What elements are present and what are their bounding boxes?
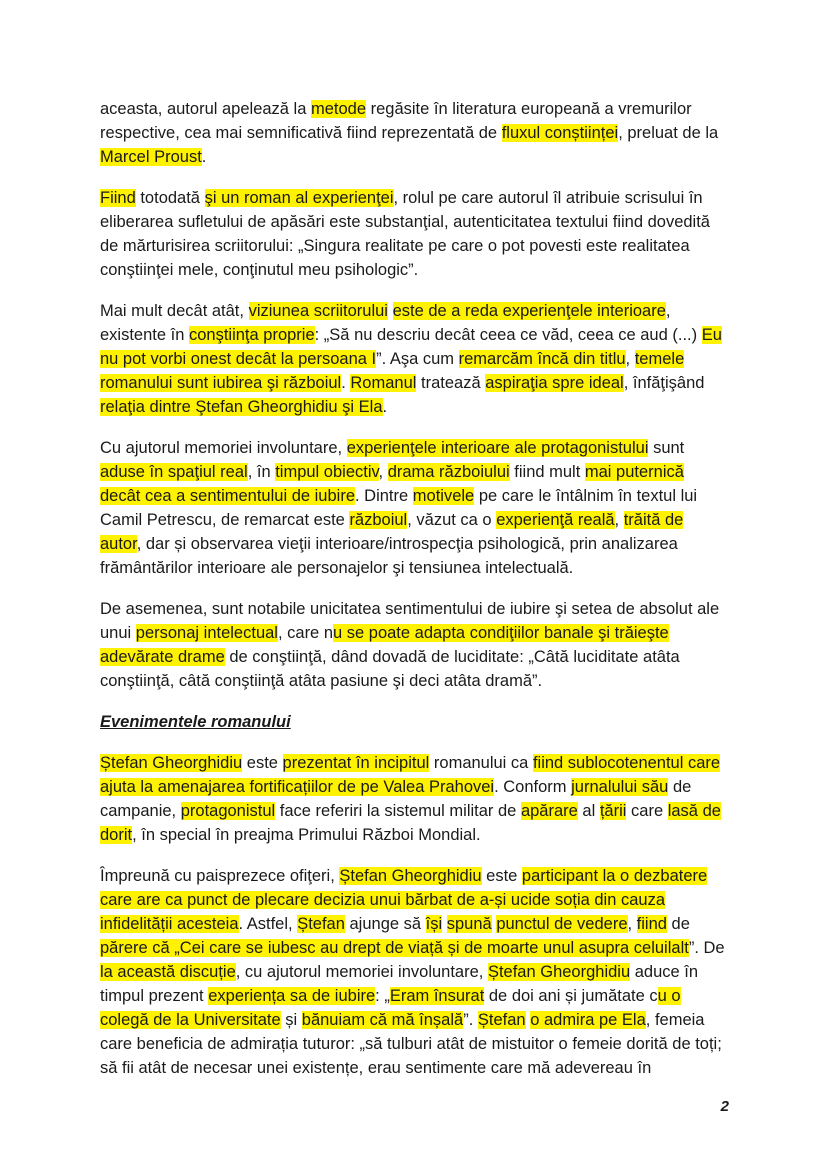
highlighted-text: apărare xyxy=(520,802,578,820)
highlighted-text: timpul obiectiv xyxy=(275,463,379,481)
highlighted-text: u se poate adapta condiţiilor banale şi trăieşte adevărate drame xyxy=(100,624,669,666)
highlighted-text: conştiinţa proprie xyxy=(188,326,315,344)
highlighted-text: Ștefan xyxy=(297,915,345,933)
highlighted-text: u o colegă de la Universitate xyxy=(100,987,681,1029)
highlighted-text: țării xyxy=(599,802,627,820)
highlighted-text: Ștefan xyxy=(477,1011,526,1029)
highlighted-text: Ștefan Gheorghidiu xyxy=(487,963,631,981)
highlighted-text: fluxul conștiinței xyxy=(501,124,619,142)
highlighted-text: viziunea scriitorului xyxy=(248,302,388,320)
highlighted-text: trăită de autor xyxy=(100,511,684,553)
highlighted-text: drama războiului xyxy=(387,463,510,481)
highlighted-text: este de a reda experienţele interioare xyxy=(392,302,666,320)
highlighted-text: Fiind xyxy=(100,189,136,207)
paragraph: Ștefan Gheorghidiu este prezentat în incipitul romanului ca fiind sublocotenentul care ajuta la amenajarea fortificațiilor de pe Valea Prahovei. Conform jurnalului său de campanie, protagonistul face referiri la sistemul militar de apărare al țării care lasă de dorit, în special în preajma Primului Război Mondial. xyxy=(100,754,721,844)
paragraph: aceasta, autorul apelează la metode regăsite în literatura europeană a vremurilor respective, cea mai semnificativă fiind reprezentată de fluxul conștiinței, preluat de la Marcel Proust. xyxy=(100,100,719,166)
highlighted-text: mai puternică decât cea a sentimentului de iubire xyxy=(100,463,684,505)
paragraph: Mai mult decât atât, viziunea scriitorului este de a reda experienţele interioare, existente în conştiinţa proprie: „Să nu descriu decât ceea ce văd, ceea ce aud (...) Eu nu pot vorbi onest decât la persoana I”. Aşa cum remarcăm încă din titlu, temele romanului sunt iubirea şi războiul. Romanul tratează aspiraţia spre ideal, înfăţişând relaţia dintre Ştefan Gheorghidiu şi Ela. xyxy=(100,302,722,416)
page-number: 2 xyxy=(720,1098,729,1115)
highlighted-text: jurnalului său xyxy=(571,778,669,796)
section-heading: Evenimentele romanului xyxy=(100,713,291,731)
highlighted-text: relaţia dintre Ştefan Gheorghidiu şi Ela xyxy=(100,398,383,416)
body-section-intro xyxy=(100,97,728,693)
paragraph: Cu ajutorul memoriei involuntare, experienţele interioare ale protagonistului sunt aduse în spaţiul real, în timpul obiectiv, drama războiului fiind mult mai puternică decât cea a sentimentului de iubire. Dintre motivele pe care le întâlnim în textul lui Camil Petrescu, de remarcat este războiul, văzut ca o experienţă reală, trăită de autor, dar și observarea vieţii interioare/introspecţia psihologică, prin analizarea frământărilor interioare ale personajelor şi tensiunea intelectuală. xyxy=(100,439,698,577)
paragraph: Fiind totodată şi un roman al experienţei, rolul pe care autorul îl atribuie scrisului în eliberarea sufletului de apăsări este substanţial, autenticitatea textului fiind dovedită de mărturisirea scriitorului: „Singura realitate pe care o pot povesti este realitatea conştiinţei mele, conţinutul meu psihologic”. xyxy=(100,189,710,279)
highlighted-text: fiind sublocotenentul care ajuta la amenajarea fortificațiilor de pe Valea Prahovei xyxy=(100,754,721,796)
highlighted-text: experienţele interioare ale protagonistului xyxy=(346,439,649,457)
highlighted-text: experienţă reală xyxy=(496,511,615,529)
highlighted-text: Marcel Proust xyxy=(100,148,202,166)
highlighted-text: aduse în spaţiul real xyxy=(100,463,248,481)
highlighted-text: protagonistul xyxy=(180,802,276,820)
highlighted-text: Ștefan Gheorghidiu xyxy=(100,754,243,772)
paragraph: Împreună cu paisprezece ofiţeri, Ștefan Gheorghidiu este participant la o dezbatere care are ca punct de plecare decizia unui bărbat de a-și ucide soția din cauza infidelității acesteia. Astfel, Ștefan ajunge să își spună punctul de vedere, fiind de părere că „Cei care se iubesc au drept de viață și de moarte unul asupra celuilalt”. De la această discuție, cu ajutorul memoriei involuntare, Ștefan Gheorghidiu aduce în timpul prezent experiența sa de iubire: „Eram însurat de doi ani și jumătate cu o colegă de la Universitate și bănuiam că mă înșală”. Ștefan o admira pe Ela, femeia care beneficia de admirația tuturor: „să tulburi atât de mistuitor o femeie dorită de toți; să fii atât de necesar unei existențe, erau sentimente care mă adevereau în xyxy=(100,867,725,1077)
highlighted-text: metode xyxy=(310,100,367,118)
highlighted-text: o admira pe Ela xyxy=(530,1011,646,1029)
highlighted-text: Ștefan Gheorghidiu xyxy=(339,867,482,885)
highlighted-text: părere că „Cei care se iubesc au drept de viață și de moarte unul asupra celuilalt xyxy=(100,939,689,957)
paragraph: De asemenea, sunt notabile unicitatea sentimentului de iubire şi setea de absolut ale unui personaj intelectual, care nu se poate adapta condiţiilor banale şi trăieşte adevărate drame de conştiinţă, dând dovadă de luciditate: „Câtă luciditate atâta conştiinţă, câtă conştiinţă atâta pasiune şi deci atâta dramă”. xyxy=(100,600,720,690)
highlighted-text: spună xyxy=(446,915,492,933)
highlighted-text: experiența sa de iubire xyxy=(208,987,376,1005)
highlighted-text: personaj intelectual xyxy=(135,624,278,642)
highlighted-text: şi un roman al experienţei xyxy=(204,189,394,207)
highlighted-text: la această discuție xyxy=(100,963,236,981)
highlighted-text: bănuiam că mă înșală xyxy=(301,1011,464,1029)
highlighted-text: Romanul xyxy=(350,374,417,392)
highlighted-text: își xyxy=(425,915,443,933)
body-section-events xyxy=(100,751,728,1080)
highlighted-text: remarcăm încă din titlu xyxy=(458,350,626,368)
highlighted-text: Eu nu pot vorbi onest decât la persoana I xyxy=(100,326,722,368)
highlighted-text: prezentat în incipitul xyxy=(282,754,430,772)
highlighted-text: motivele xyxy=(412,487,475,505)
highlighted-text: temele romanului sunt iubirea şi războiul xyxy=(100,350,685,392)
highlighted-text: lasă de dorit xyxy=(100,802,721,844)
highlighted-text: aspiraţia spre ideal xyxy=(485,374,624,392)
highlighted-text: Eram însurat xyxy=(389,987,485,1005)
highlighted-text: punctul de vedere xyxy=(496,915,628,933)
highlighted-text: fiind xyxy=(636,915,667,933)
highlighted-text: participant la o dezbatere care are ca punct de plecare decizia unui bărbat de a-și ucide soția din cauza infidelității acesteia xyxy=(100,867,708,933)
highlighted-text: războiul xyxy=(349,511,408,529)
